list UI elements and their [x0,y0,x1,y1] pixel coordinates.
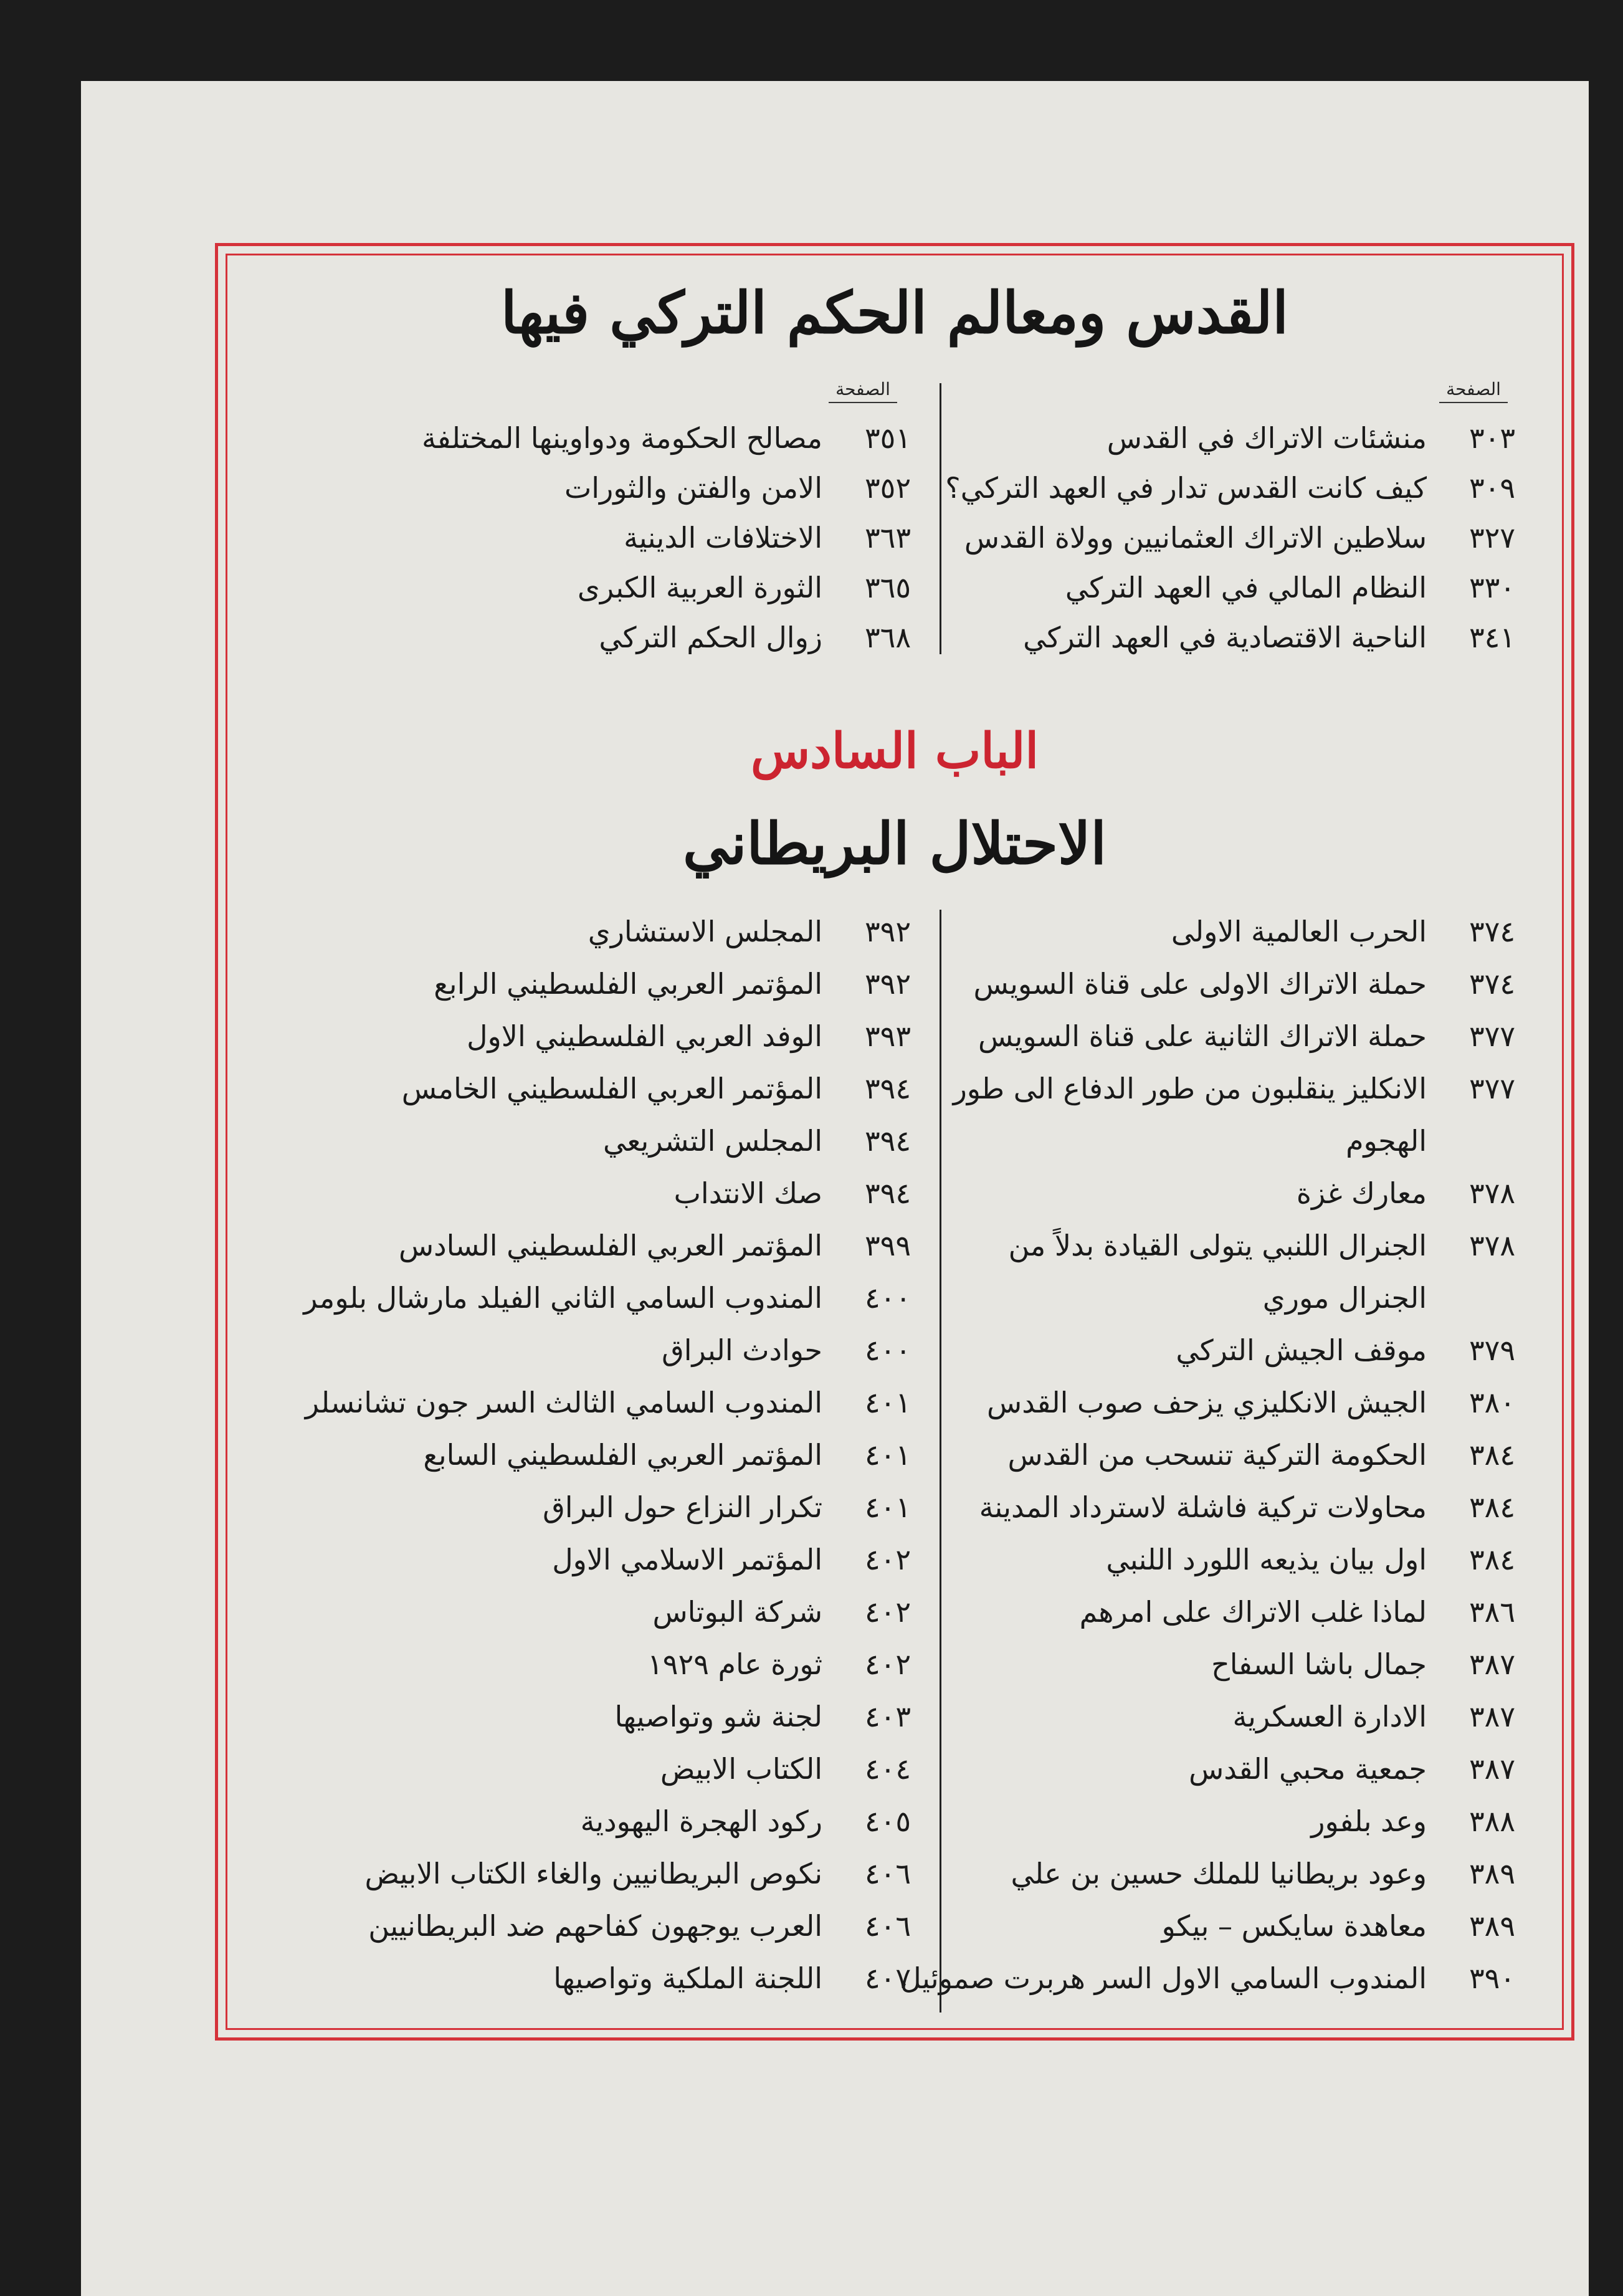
toc-entry-title: الهجوم [1346,1124,1427,1158]
toc-entry-title: الناحية الاقتصادية في العهد التركي [1023,621,1427,654]
toc-entry [1080,1587,1533,1637]
toc-page-number: ٣٠٩ [1468,471,1516,505]
toc-page-number: ٣٨٩ [1468,1857,1516,1890]
toc-page-number: ٣٨٧ [1468,1700,1516,1733]
toc-page-number: ٣٢٧ [1468,521,1516,555]
toc-entry-title: كيف كانت القدس تدار في العهد التركي؟ [945,471,1427,505]
toc-entry [588,907,928,956]
toc-entry-title: حوادث البراق [662,1333,822,1367]
toc-page-number: ٣٧٩ [1468,1333,1516,1367]
page-column-header-left: الصفحة [829,379,897,403]
toc-entry-title: صك الانتداب [673,1176,822,1210]
toc-entry-title: الامن والفتن والثورات [564,471,822,505]
toc-entry [1023,612,1533,662]
toc-entry-title: المندوب السامي الثالث السر جون تشانسلر [305,1386,822,1419]
toc-entry-title: الثورة العربية الكبرى [577,571,822,604]
toc-entry-title: الجنرال موري [1262,1281,1427,1315]
toc-page-number: ٣٨٦ [1468,1595,1516,1629]
toc-entry-title: وعد بلفور [1311,1804,1427,1838]
toc-entry [1011,1849,1533,1898]
section-title: القدس ومعالم الحكم التركي فيها [500,279,1288,346]
toc-entry [1176,1325,1533,1375]
toc-page-number: ٣٤١ [1468,621,1516,654]
toc-entry [1189,1744,1533,1794]
toc-page-number: ٣٥١ [864,421,911,455]
toc-entry-title: جمعية محبي القدس [1189,1752,1427,1786]
toc-page-number: ٤٠٧ [864,1961,911,1995]
toc-entry [303,1273,928,1323]
toc-entry [953,1064,1533,1113]
toc-page-number: ٣٧٨ [1468,1229,1516,1262]
toc-page-number: ٣٩٤ [864,1176,911,1210]
toc-page-number: ٤٠١ [864,1438,911,1472]
toc-page-number: ٤٠٤ [864,1752,911,1786]
chapter-title: الاحتلال البريطاني [683,810,1107,877]
toc-entry-title: جمال باشا السفاح [1211,1647,1427,1681]
toc-entry-title: زوال الحكم التركي [599,621,822,654]
toc-entry [1007,1430,1533,1480]
toc-page-number: ٤٠٢ [864,1647,911,1681]
toc-entry [434,959,928,1009]
page-column-header-right: الصفحة [1439,379,1508,403]
toc-entry [614,1692,928,1741]
toc-page-number: ٤٠٢ [864,1595,911,1629]
toc-entry [964,513,1533,563]
toc-entry [552,1535,928,1584]
toc-page-number: ٣٨٤ [1468,1490,1516,1524]
toc-page-number: ٤٠٠ [864,1333,911,1367]
toc-entry [674,1168,928,1218]
toc-entry [987,1378,1533,1427]
toc-entry [467,1011,928,1061]
toc-page-number: ٣٩٤ [864,1124,911,1158]
toc-entry-title: موقف الجيش التركي [1176,1333,1427,1367]
toc-entry [662,1325,928,1375]
toc-page-number: ٣٦٥ [864,571,911,604]
toc-entry [553,1953,928,2003]
toc-entry-title: الجيش الانكليزي يزحف صوب القدس [987,1386,1427,1419]
toc-page-number: ٣٩٤ [864,1072,911,1105]
toc-page-number: ٤٠١ [864,1490,911,1524]
toc-entry-title: المندوب السامي الاول السر هربرت صموئيل [900,1961,1427,1995]
chapter-heading: الباب السادس [750,723,1039,779]
toc-entry-title: الكتاب الابيض [660,1752,822,1786]
toc-page-number: ٤٠٢ [864,1543,911,1576]
toc-entry [979,1482,1533,1532]
toc-page-number: ٣٧٤ [1468,915,1516,948]
toc-entry [647,1639,928,1689]
toc-entry [1107,413,1533,463]
toc-entry [581,1796,928,1846]
toc-page-number: ٣٠٣ [1468,421,1516,455]
toc-entry-title: الاختلافات الدينية [624,521,822,555]
toc-entry [578,563,928,612]
toc-entry-title: المؤتمر العربي الفلسطيني السادس [399,1229,822,1262]
toc-entry-title: الحرب العالمية الاولى [1171,915,1427,948]
toc-page-number: ٣٣٠ [1468,571,1516,604]
toc-page-number: ٣٦٨ [864,621,911,654]
toc-entry-title: العرب يوجهون كفاحهم ضد البريطانيين [368,1909,822,1943]
toc-entry-title: لجنة شو وتواصيها [614,1700,822,1733]
toc-entry-title: الحكومة التركية تنسحب من القدس [1007,1438,1427,1472]
toc-page-number: ٤٠٣ [864,1700,911,1733]
column-divider-bottom [940,910,941,2013]
toc-entry [973,959,1533,1009]
toc-page-number: ٣٨٠ [1468,1386,1516,1419]
toc-entry-title: اللجنة الملكية وتواصيها [553,1961,822,1995]
toc-entry-title: سلاطين الاتراك العثمانيين وولاة القدس [964,521,1427,555]
toc-page-number: ٤٠٠ [864,1281,911,1315]
toc-entry [900,1953,1533,2003]
toc-page-number: ٣٧٨ [1468,1176,1516,1210]
toc-entry-title: شركة البوتاس [652,1595,822,1629]
toc-entry-title: اول بيان يذيعه اللورد اللنبي [1106,1543,1427,1576]
toc-entry-title: المجلس التشريعي [602,1124,822,1158]
toc-entry-title: لماذا غلب الاتراك على امرهم [1079,1595,1427,1629]
toc-entry [564,463,928,513]
toc-entry-title: المؤتمر الاسلامي الاول [552,1543,822,1576]
toc-page-number: ٣٧٧ [1468,1019,1516,1053]
toc-entry [624,513,928,563]
toc-entry-title: الوفد العربي الفلسطيني الاول [467,1019,822,1053]
toc-entry-title: المؤتمر العربي الفلسطيني السابع [423,1438,822,1472]
toc-page-number: ٣٨٨ [1468,1804,1516,1838]
toc-entry-title: المؤتمر العربي الفلسطيني الخامس [401,1072,822,1105]
toc-page-number: ٣٨٧ [1468,1752,1516,1786]
toc-page-number: ٣٧٧ [1468,1072,1516,1105]
toc-page-number: ٣٩٢ [864,967,911,1001]
toc-entry [1106,1535,1533,1584]
toc-entry [660,1744,928,1794]
toc-page-number: ٤٠٦ [864,1909,911,1943]
toc-entry [364,1849,928,1898]
toc-entry [368,1901,928,1951]
toc-entry-title: وعود بريطانيا للملك حسين بن علي [1011,1857,1427,1890]
toc-page-number: ٤٠٥ [864,1804,911,1838]
toc-entry [1162,1901,1533,1951]
toc-entry [1171,907,1533,956]
toc-page-number: ٣٦٣ [864,521,911,555]
toc-entry [652,1587,928,1637]
toc-entry-title: معاهدة سايكس – بيكو [1161,1909,1427,1943]
toc-entry [1065,563,1533,612]
toc-entry-title: منشئات الاتراك في القدس [1107,421,1427,455]
toc-page-number: ٣٨٤ [1468,1438,1516,1472]
toc-entry-title: حملة الاتراك الثانية على قناة السويس [978,1019,1427,1053]
toc-entry [599,612,928,662]
toc-entry-title: الانكليز ينقلبون من طور الدفاع الى طور [953,1072,1427,1105]
toc-entry [1009,1221,1533,1270]
toc-page-number: ٣٩٠ [1468,1961,1516,1995]
toc-entry-title: ثورة عام ١٩٢٩ [647,1647,822,1681]
toc-entry [1311,1796,1533,1846]
toc-entry-title: تكرار النزاع حول البراق [543,1490,822,1524]
toc-entry-title: الادارة العسكرية [1232,1700,1427,1733]
toc-page-number: ٣٨٤ [1468,1543,1516,1576]
toc-entry [1297,1168,1533,1218]
toc-page-number: ٣٨٩ [1468,1909,1516,1943]
toc-page-number: ٤٠١ [864,1386,911,1419]
toc-entry [423,1430,928,1480]
toc-entry-title: المؤتمر العربي الفلسطيني الرابع [434,967,822,1001]
toc-entry-title: الجنرال اللنبي يتولى القيادة بدلاً من [1008,1229,1427,1262]
toc-entry [1233,1692,1533,1741]
toc-entry [402,1064,928,1113]
toc-entry-title: محاولات تركية فاشلة لاسترداد المدينة [979,1490,1427,1524]
toc-entry-title: نكوص البريطانيين والغاء الكتاب الابيض [364,1857,822,1890]
toc-entry-title: المجلس الاستشاري [588,915,822,948]
toc-entry [1263,1273,1533,1323]
toc-page-number: ٣٩٢ [864,915,911,948]
toc-page-number: ٣٩٩ [864,1229,911,1262]
toc-entry [603,1116,928,1166]
toc-page-number: ٣٩٣ [864,1019,911,1053]
toc-entry [978,1011,1533,1061]
toc-entry [543,1482,928,1532]
toc-entry-title: معارك غزة [1296,1176,1427,1210]
toc-page-number: ٣٥٢ [864,471,911,505]
toc-entry [422,413,928,463]
toc-entry [305,1378,928,1427]
toc-entry-title: النظام المالي في العهد التركي [1065,571,1427,604]
toc-entry [1211,1639,1533,1689]
toc-entry-title: حملة الاتراك الاولى على قناة السويس [973,967,1427,1001]
toc-entry-title: المندوب السامي الثاني الفيلد مارشال بلومر [303,1281,822,1315]
toc-page-number: ٤٠٦ [864,1857,911,1890]
toc-page-number: ٣٨٧ [1468,1647,1516,1681]
column-divider-top [940,383,941,654]
toc-entry [945,463,1533,513]
toc-entry [1346,1116,1533,1166]
toc-entry [399,1221,928,1270]
toc-entry-title: مصالح الحكومة ودواوينها المختلفة [421,421,822,455]
toc-entry-title: ركود الهجرة اليهودية [580,1804,822,1838]
toc-page-number: ٣٧٤ [1468,967,1516,1001]
